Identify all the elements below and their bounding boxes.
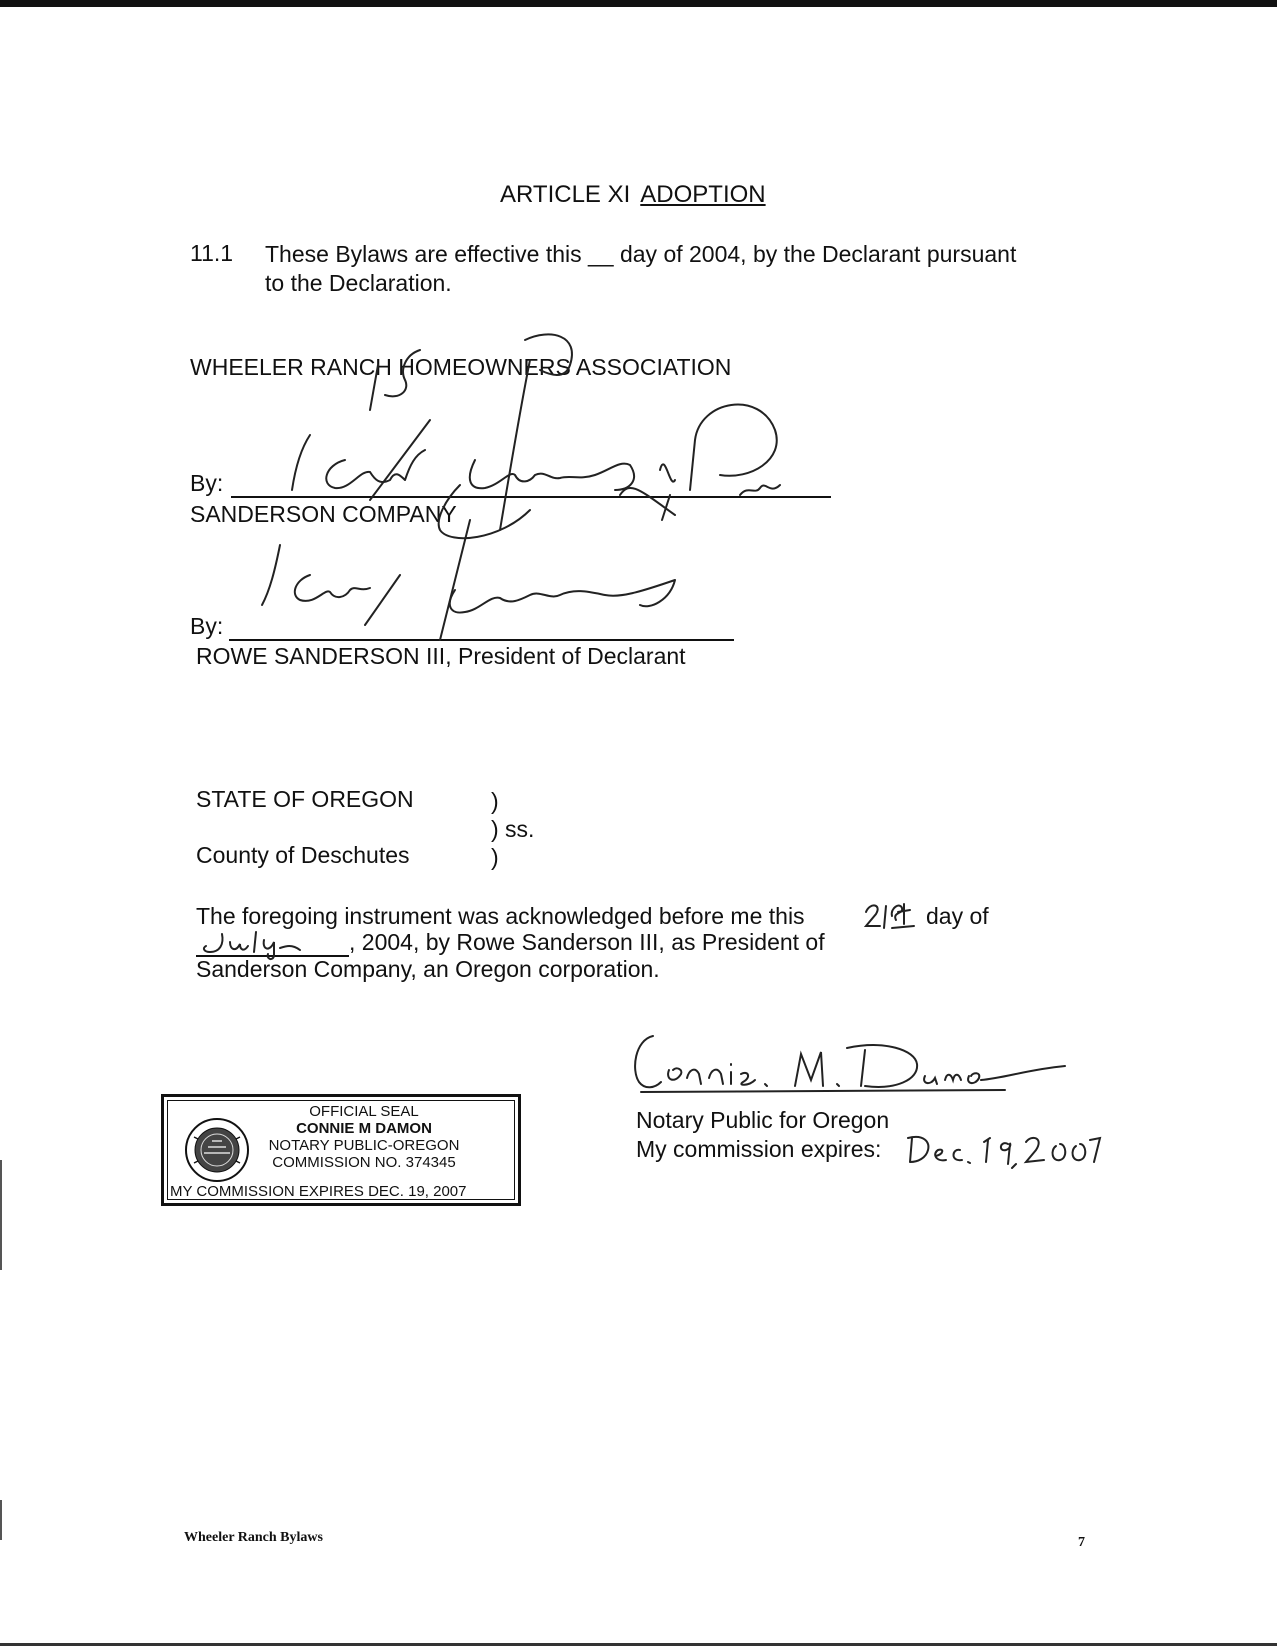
ack-line-1-start: The foregoing instrument was acknowledged before me this [196,903,805,929]
ack-line-3: Sanderson Company, an Oregon corporation. [196,956,660,982]
handwritten-expiration-date [904,1128,1104,1170]
notary-title: Notary Public for Oregon [636,1107,890,1133]
commission-expires-label: My commission expires: [636,1136,882,1162]
seal-line-5: MY COMMISSION EXPIRES DEC. 19, 2007 [170,1183,467,1200]
venue-ss: ) ss. [491,816,535,842]
seal-line-2: CONNIE M DAMON [296,1120,432,1137]
scan-edge-mark [0,1500,2,1540]
ack-line-2: , 2004, by Rowe Sanderson III, as President of [349,929,825,955]
venue-paren: ) [491,844,499,870]
signatory-name: ROWE SANDERSON III, President of Declarant [196,643,686,669]
section-number: 11.1 [190,240,234,266]
seal-line-4: COMMISSION NO. 374345 [272,1154,456,1171]
section-text [265,240,1016,298]
signatory-name: SANDERSON COMPANY [190,501,457,527]
article-name: ADOPTION [640,181,766,208]
section-line-2: to the Declaration. [265,270,452,296]
oregon-state-seal-icon [184,1117,250,1183]
notary-seal [161,1094,521,1206]
by-label: By: [190,470,224,496]
seal-text [264,1103,464,1171]
venue-state: STATE OF OREGON [196,786,414,812]
seal-line-3: NOTARY PUBLIC-OREGON [268,1137,460,1154]
handwritten-signature [200,330,840,670]
scan-edge-mark [0,1160,2,1270]
handwritten-day [862,898,922,934]
section-line-1: These Bylaws are effective this __ day of 2004, by the Declarant pursuant [265,241,1017,267]
venue-county: County of Deschutes [196,842,410,868]
association-name: WHEELER RANCH HOMEOWNERS ASSOCIATION [190,354,732,380]
by-label: By: [190,613,224,639]
venue-paren: ) [491,788,499,814]
top-border [0,0,1277,7]
page-number: 7 [1078,1535,1085,1550]
ack-line-1-end: day of [926,903,989,929]
notary-signature [625,1030,1075,1110]
seal-line-1: OFFICIAL SEAL [309,1103,419,1120]
bottom-border [0,1643,1277,1646]
footer-document-name: Wheeler Ranch Bylaws [184,1530,323,1545]
article-heading: ARTICLE XI [500,181,631,208]
handwritten-month [196,928,346,958]
article-title [500,181,766,209]
